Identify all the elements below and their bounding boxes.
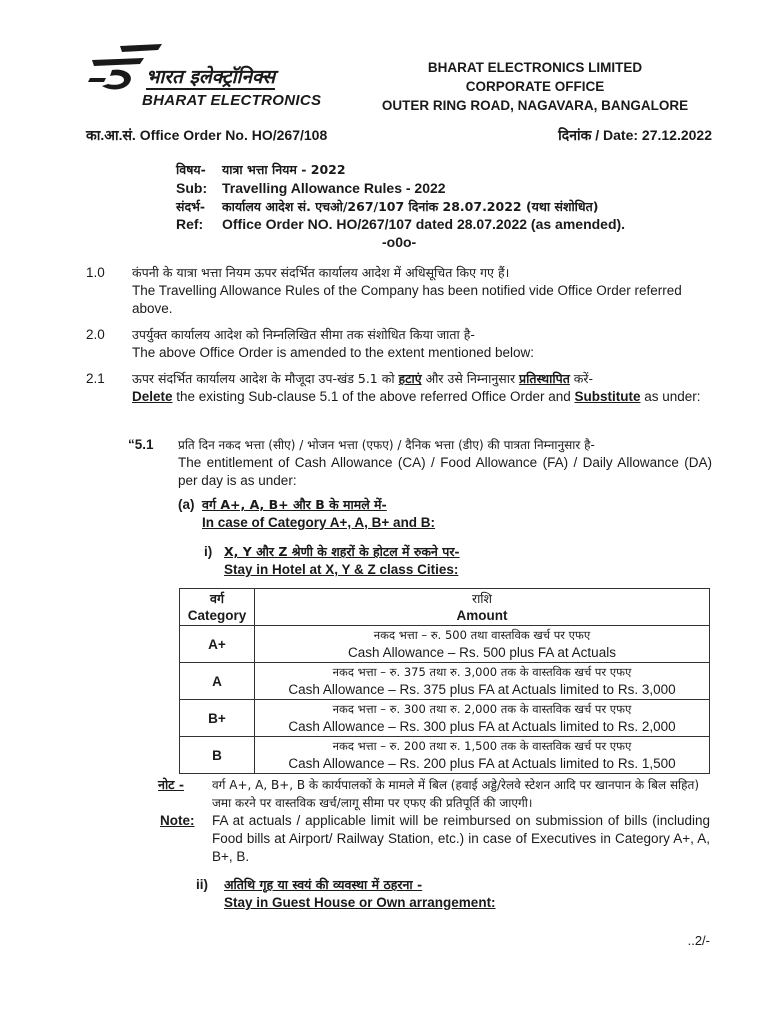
item-ii-label: ii) bbox=[196, 877, 208, 892]
table-cell-amount: नकद भत्ता – रु. 500 तथा वास्तविक खर्च पर एफए Cash Allowance – Rs. 500 plus FA at Actuals bbox=[255, 626, 710, 663]
item-ii-english: Stay in Guest House or Own arrangement: bbox=[224, 895, 496, 910]
office-order-number: का.आ.सं. Office Order No. HO/267/108 bbox=[86, 127, 328, 143]
company-address bbox=[380, 58, 690, 115]
table-row bbox=[180, 663, 710, 700]
para-2-number: 2.0 bbox=[86, 327, 105, 342]
company-logo bbox=[82, 40, 342, 112]
table-cell-category: A bbox=[180, 663, 255, 700]
note-english-label: Note: bbox=[160, 813, 195, 828]
para-3-hindi: ऊपर संदर्भित कार्यालय आदेश के मौजूदा उप-खंड 5.1 को हटाएं और उसे निम्नानुसार प्रतिस्थापित करें- bbox=[132, 371, 594, 386]
table-header-amount: राशि Amount bbox=[255, 589, 710, 626]
table-header-row bbox=[180, 589, 710, 626]
item-i-hindi: X, Y और Z श्रेणी के शहरों के होटल में रुकने पर- bbox=[224, 544, 460, 559]
table-cell-amount: नकद भत्ता – रु. 300 तथा रु. 2,000 तक के वास्तविक खर्च पर एफए Cash Allowance – Rs. 300 plus FA at Actuals limited to Rs. 2,000 bbox=[255, 700, 710, 737]
table-cell-category: B+ bbox=[180, 700, 255, 737]
clause-5-1-hindi: प्रति दिन नकद भत्ता (सीए) / भोजन भत्ता (एफए) / दैनिक भत्ता (डीए) की पात्रता निम्नानुसार है- bbox=[178, 438, 595, 452]
clause-5-1 bbox=[178, 436, 712, 490]
separator-mark: -o0o- bbox=[382, 234, 417, 250]
reference-english: Ref: Office Order NO. HO/267/107 dated 28.07.2022 (as amended). bbox=[176, 216, 626, 232]
item-i bbox=[224, 543, 460, 579]
sub-clause-a-hindi: वर्ग A+, A, B+ और B के मामले में- bbox=[202, 497, 387, 512]
table-cell-amount: नकद भत्ता – रु. 200 तथा रु. 1,500 तक के वास्तविक खर्च पर एफए Cash Allowance – Rs. 200 plus FA at Actuals limited to Rs. 1,500 bbox=[255, 737, 710, 774]
sub-clause-a bbox=[202, 496, 435, 532]
para-2-hindi: उपर्युक्त कार्यालय आदेश को निम्नलिखित सीमा तक संशोधित किया जाता है- bbox=[132, 327, 475, 342]
office-address: OUTER RING ROAD, NAGAVARA, BANGALORE bbox=[381, 98, 689, 113]
logo-hindi-text: भारत इलेक्ट्रॉनिक्स bbox=[146, 66, 276, 88]
table-header-category: वर्ग Category bbox=[180, 589, 255, 626]
para-1-english: The Travelling Allowance Rules of the Company has been notified vide Office Order referred above. bbox=[132, 283, 682, 316]
para-1 bbox=[132, 264, 712, 318]
table-cell-category: A+ bbox=[180, 626, 255, 663]
para-3 bbox=[132, 370, 712, 406]
item-i-label: i) bbox=[204, 544, 213, 559]
logo-english-text: BHARAT ELECTRONICS bbox=[142, 92, 322, 109]
reference-hindi: संदर्भ- कार्यालय आदेश सं. एचओ/267/107 दिनांक 28.07.2022 (यथा संशोधित) bbox=[176, 199, 599, 214]
sub-clause-a-english: In case of Category A+, A, B+ and B: bbox=[202, 515, 436, 530]
para-2 bbox=[132, 326, 712, 362]
table-row bbox=[180, 626, 710, 663]
allowance-table bbox=[179, 588, 710, 774]
note-english-text: FA at actuals / applicable limit will be reimbursed on submission of bills (including Food bills at Airport/ Railway Station, etc.) in case of Executives in Category A+, A, B+, B. bbox=[212, 813, 710, 864]
table-row bbox=[180, 737, 710, 774]
note-hindi-label: नोट - bbox=[158, 777, 185, 792]
page-continuation-marker: ..2/- bbox=[687, 933, 710, 948]
item-i-english: Stay in Hotel at X, Y & Z class Cities: bbox=[224, 562, 459, 577]
company-name: BHARAT ELECTRONICS LIMITED bbox=[427, 60, 643, 75]
item-ii bbox=[224, 876, 496, 912]
clause-5-1-number: “5.1 bbox=[128, 437, 154, 452]
para-1-number: 1.0 bbox=[86, 265, 105, 280]
note-hindi-text: वर्ग A+, A, B+, B के कार्यपालकों के मामले में बिल (हवाई अड्डे/रेलवे स्टेशन आदि पर खानपान के बिल सहित) जमा करने पर वास्तविक खर्च/लागू सीमा पर एफए की प्रतिपूर्ति की जाएगी। bbox=[212, 778, 700, 810]
para-3-english: Delete the existing Sub-clause 5.1 of the above referred Office Order and Substitute as under: bbox=[132, 389, 701, 404]
para-2-english: The above Office Order is amended to the extent mentioned below: bbox=[132, 345, 534, 360]
office-name: CORPORATE OFFICE bbox=[465, 79, 605, 94]
subject-english: Sub: Travelling Allowance Rules - 2022 bbox=[176, 180, 446, 196]
para-1-hindi: कंपनी के यात्रा भत्ता नियम ऊपर संदर्भित कार्यालय आदेश में अधिसूचित किए गए हैं। bbox=[132, 265, 510, 280]
table-cell-category: B bbox=[180, 737, 255, 774]
table-row bbox=[180, 700, 710, 737]
subject-hindi: विषय- यात्रा भत्ता नियम - 2022 bbox=[176, 162, 346, 177]
item-ii-hindi: अतिथि गृह या स्वयं की व्यवस्था में ठहरना - bbox=[224, 877, 423, 892]
sub-clause-a-label: (a) bbox=[178, 497, 195, 512]
para-3-number: 2.1 bbox=[86, 371, 105, 386]
clause-5-1-english: The entitlement of Cash Allowance (CA) / Food Allowance (FA) / Daily Allowance (DA) per day is as under: bbox=[178, 455, 712, 488]
table-cell-amount: नकद भत्ता – रु. 375 तथा रु. 3,000 तक के वास्तविक खर्च पर एफए Cash Allowance – Rs. 375 plus FA at Actuals limited to Rs. 3,000 bbox=[255, 663, 710, 700]
order-date: दिनांक / Date: 27.12.2022 bbox=[558, 127, 712, 143]
